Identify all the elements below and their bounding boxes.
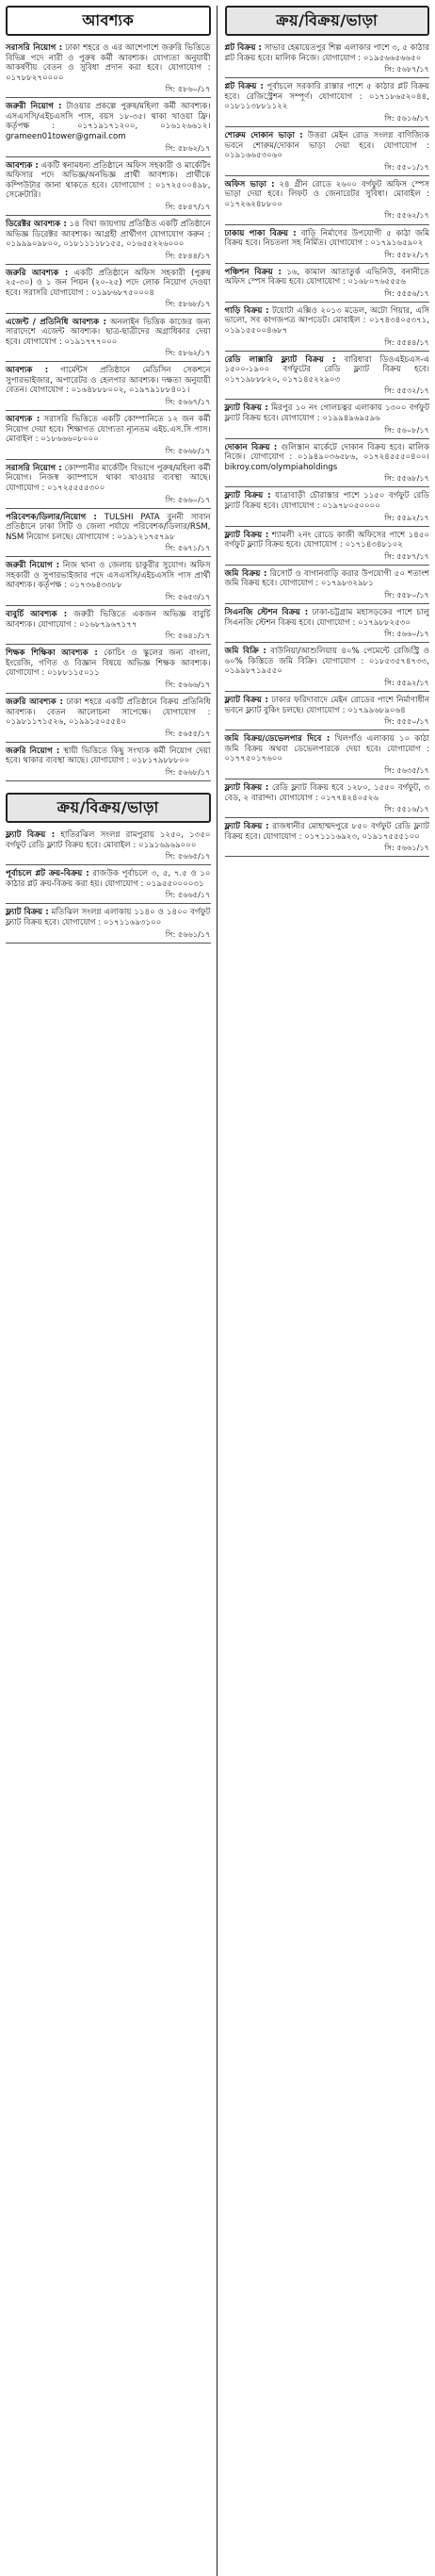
ad-body: রেডি ফ্ল্যাট বিক্রয় হবে ১২৮০, ১৫৫০ বর্গফুট, ৩ বেড, ২ বারান্দা। যোগাযোগ : ০১৭৭৪২৪০৫২৬ bbox=[224, 782, 430, 803]
ad-body: ২৪ গ্রীন রোডে ২৬০০ বর্গফুট অফিস স্পেস ভাড়া দেয়া হবে। লিফট ও জেনারেটর সুবিধা। মোবাইল : ০১৭২৬২৪৮৮০০ bbox=[224, 179, 429, 209]
ad-headline: প্লট বিক্রয় : bbox=[224, 82, 264, 92]
classified-ad bbox=[6, 610, 211, 640]
ad-body: জরুরী ভিত্তিতে একজন অভিজ্ঞ বাবুর্চি আবশ্যক। যোগাযোগ : ০১৬৮৭৯৬৭১৭৭ bbox=[6, 610, 211, 630]
classified-ad bbox=[225, 82, 430, 123]
ad-divider bbox=[225, 224, 430, 225]
ad-headline: জরুরি নিয়োগ : bbox=[6, 746, 60, 756]
classified-ad bbox=[6, 269, 211, 309]
ad-headline: ফ্ল্যাট বিক্রয় : bbox=[224, 822, 269, 832]
ad-body: নিজ থানা ও জেলায় চাকুরীর সুযোগ। অফিস সহকারী ও সুপারভাইজার পদে এসএসসি/এইচএসসি পাস প্রার্থী আবশ্যক। কর্তৃপক্ষ : ০১৭৩৬৪৩৩৮৮ bbox=[6, 561, 211, 591]
ad-body: রিসোর্ট ও বাগানবাড়ি করার উপযোগী ৫০ শতাংশ জমি বিক্রয় হবে। যোগাযোগ : ০১৭৯৮৩২৯৮১ bbox=[224, 568, 429, 589]
classified-ad bbox=[6, 220, 211, 260]
ad-headline: আবশ্যক : bbox=[6, 160, 39, 171]
ad-headline: প্লট বিক্রয় : bbox=[224, 43, 262, 53]
ad-body: বাড়ি নির্মাণের উপযোগী ৫ কাঠা জমি বিক্রয় হবে। নিচতলা সহ নির্মিত। যোগাযোগ : ০১৭৯১৬৫৯০২ bbox=[224, 228, 430, 249]
ad-divider bbox=[6, 215, 211, 216]
ad-body: কোম্পানীর মার্কেটিং বিভাগে পুরুষ/মহিলা কর্মী নিয়োগ। নিজস্ব ক্যাম্পাসে থাকা খাওয়ার ব্যবস্থা আছে। যোগাযোগ : ০১৭২৫৫৫৫৩০০ bbox=[6, 463, 211, 493]
ad-headline: পরিবেশক/ডিলার/নিয়োগ : bbox=[6, 512, 97, 522]
ad-reference-code: সি: ৫৬৬৬/১৭ bbox=[165, 680, 211, 689]
classified-ad bbox=[6, 561, 211, 601]
classified-ad bbox=[225, 443, 430, 484]
ad-reference-code: সি: ৫৬৬৭/১৭ bbox=[165, 396, 211, 406]
ad-headline: ফ্ল্যাট বিক্রয় : bbox=[224, 695, 268, 705]
property-ads-list-right bbox=[225, 43, 430, 861]
classified-ad bbox=[225, 131, 430, 172]
classified-ad bbox=[6, 697, 211, 738]
ad-reference-code: সি: ৫৫৮২/১৭ bbox=[384, 249, 429, 259]
ad-headline: জরুরি আবশ্যক : bbox=[6, 268, 69, 278]
ad-body: ১৪ বিঘা জায়গায় প্রতিষ্ঠিত একটি প্রতিষ্ঠানে অভিজ্ঞ ডিরেক্টর আবশ্যক। আগ্রহী প্রার্থীগণ যোগাযোগ করুন : ০১৯৯৯০৯৮০০, ০১৮১১১১৮১৫৫, ০১৬৫৫২২৬০০০ bbox=[6, 219, 211, 250]
ad-body: মতিঝিল সংলগ্ন এলাকায় ১১৪০ ও ১৪০০ বর্গফুট ফ্ল্যাট বিক্রয় হবে। যোগাযোগ : ০১৭১১৬৯৩১০০ bbox=[6, 908, 211, 928]
classified-ad bbox=[6, 102, 211, 152]
ad-headline: জমি বিক্রয়/ডেভেলপার দিবে : bbox=[224, 734, 330, 745]
ad-headline: জমি বিক্রয় : bbox=[224, 568, 267, 579]
ad-body: বাউনিয়া/আশুলিয়ায় ৪০% পেমেন্টে রেজিস্ট্রি ও ৬০% কিস্তিতে জমি বিক্রি। যোগাযোগ : ০১৮৫৩৫৭৪৭৩৩, ০১৯৯৮৭১৯৫৫০ bbox=[224, 647, 429, 677]
ad-reference-code: সি: ৫৬৬৮/১৭ bbox=[165, 766, 211, 777]
ad-headline: জরুরী নিয়োগ : bbox=[6, 102, 62, 112]
ad-reference-code: সি: ৫৫১৬/১৭ bbox=[384, 804, 429, 814]
ad-divider bbox=[225, 399, 430, 400]
ad-headline: জমি বিক্রি : bbox=[224, 647, 266, 657]
ad-body: শ্যামলী ২নং রোডে কাজী অফিসের পাশে ১৪৫০ বর্গফুট ফ্ল্যাট বিক্রয় হবে। যোগাযোগ : ০১৭১৪৩৪৮১০২ bbox=[224, 530, 429, 550]
classified-ad bbox=[6, 513, 211, 553]
ad-reference-code: সি: ৫৫০১/১৭ bbox=[384, 161, 429, 172]
ad-headline: সিএনজি স্টেশন বিক্রয় : bbox=[224, 608, 309, 618]
ad-headline: ফ্ল্যাট বিক্রয় : bbox=[6, 908, 49, 918]
classified-ad bbox=[225, 531, 430, 561]
ad-reference-code: সি: ৫৬৭১/১৭ bbox=[165, 543, 211, 553]
ad-divider bbox=[6, 780, 211, 781]
ad-body: স্থায়ী ভিত্তিতে কিছু সংখ্যক কর্মী নিয়োগ দেয়া হবে। থাকার ব্যবস্থা আছে। যোগাযোগ : ০১৮১৭৯৮৮৮০০ bbox=[6, 746, 211, 766]
ad-divider bbox=[6, 742, 211, 743]
ad-reference-code: সি: ৫৬৬০/১৭ bbox=[384, 629, 429, 639]
ad-body: একটি স্বনামধন্য প্রতিষ্ঠানে অফিস সহকারী ও মার্কেটিং অফিসার পদে অভিজ্ঞ/অনভিজ্ঞ প্রার্থী আবশ্যক। প্রার্থীকে কম্পিউটার জানা থাকতে হবে। যোগাযোগ : ০১৭২৫০০৪৯৮, সেক্রেটারি। bbox=[6, 160, 211, 201]
ad-reference-code: সি: ৫৫৬৮/১৭ bbox=[384, 473, 429, 484]
ad-divider bbox=[6, 313, 211, 314]
property-ads-list-left bbox=[6, 830, 211, 943]
classified-ad bbox=[225, 783, 430, 813]
ad-reference-code: সি: ৫৬১৬/১৭ bbox=[384, 112, 429, 123]
ad-reference-code: সি: ৫৬০৮/১৭ bbox=[384, 424, 429, 435]
ad-divider bbox=[225, 526, 430, 527]
ad-reference-code: সি: ৫৫৫০/১৭ bbox=[384, 716, 429, 727]
classified-ad bbox=[225, 491, 430, 521]
ad-reference-code: সি: ৫৫৬২/১৭ bbox=[384, 210, 429, 221]
ad-body: টয়োটা এক্সিও ২০১৩ মডেল, অটো গিয়ার, এসি ভালো, সব কাগজপত্র আপডেট। মোবাইল : ০১৭৪৩৪০৫৩৭১, ০১৯১৫৫০০৪৬৮৭ bbox=[224, 305, 430, 336]
ad-divider bbox=[6, 508, 211, 509]
ad-body: ১৬, কামাল আতাতুর্ক এভিনিউ, বনানীতে অফিস স্পেস বিক্রয় হবে। যোগাযোগ : ০১৬৮০৭৬৫৫৫৬ bbox=[224, 267, 429, 287]
ad-body: খিলগাঁও এলাকায় ১০ কাঠা জমি বিক্রয় অথবা ডেভেলপারকে দেয়া হবে। যোগাযোগ : ০১৭৭৫০১৭৬০০ bbox=[224, 734, 430, 764]
ad-body: গুলিস্তান মার্কেটে দোকান বিক্রয় হবে। মালিক নিজে। যোগাযোগ : ০১৯৪৯০৩৬৫৮৬, ০১৭২৪৫৫৫০৪০০। bikroy.com/olympiaholdings bbox=[224, 442, 429, 472]
left-column bbox=[6, 6, 218, 2576]
ad-headline: ঢাকায় পাকা বিক্রয় : bbox=[224, 228, 297, 238]
ad-headline: শোরুম দোকান ভাড়া : bbox=[224, 130, 303, 140]
ad-headline: ফ্ল্যাট বিক্রয় : bbox=[224, 782, 269, 793]
ad-reference-code: সি: ৫৫৪৪/১৭ bbox=[384, 336, 429, 347]
ad-divider bbox=[225, 486, 430, 487]
classified-ad bbox=[225, 403, 430, 434]
ad-headline: অফিস ভাড়া : bbox=[224, 179, 275, 189]
ad-body: ঢাকা-চট্টগ্রাম মহাসড়কের পাশে চালু সিএনজি স্টেশন বিক্রয় হবে। যোগাযোগ : ০১৭৯৮৮২৫৩০ bbox=[224, 608, 430, 628]
ad-headline: ফ্ল্যাট বিক্রয় : bbox=[6, 830, 56, 841]
ad-headline: এজেন্ট / প্রতিনিধি আবশ্যক : bbox=[6, 317, 106, 327]
classified-ad bbox=[225, 306, 430, 347]
ad-headline: জরুরী নিয়োগ : bbox=[6, 561, 60, 571]
ad-body: উত্তরা মেইন রোড সংলগ্ন বাণিজ্যিক ভবনে শোরুম/দোকান ভাড়া দেয়া হবে। যোগাযোগ : ০১৯১৬৬৫৩০৬০ bbox=[224, 130, 430, 161]
wanted-ads-list bbox=[6, 43, 211, 785]
ad-divider bbox=[6, 459, 211, 460]
ad-headline: দোকান বিক্রয় : bbox=[224, 442, 278, 452]
classified-ad bbox=[225, 647, 430, 687]
ad-reference-code: সি: ৫৮৬২/১৭ bbox=[165, 142, 211, 153]
ad-body: যাত্রাবাড়ী চৌরাস্তার পাশে ১১৫০ বর্গফুট রেডি ফ্ল্যাট বিক্রয় হবে। যোগাযোগ : ০১৯৭৮০৫০০০০ bbox=[224, 491, 429, 511]
ad-divider bbox=[6, 903, 211, 904]
ad-body: পূর্বাচলে সরকারি রাস্তার পাশে ৫ কাঠার প্লট বিক্রয় হবে। রেজিস্ট্রেশন সম্পূর্ণ। যোগাযোগ : ০১৭১৮৬৫২০৪৪, ০১৮১১৩৮৮১১২২ bbox=[224, 82, 429, 112]
ad-reference-code: সি: ৫৮৬০/১৭ bbox=[165, 84, 211, 94]
ad-headline: ফ্ল্যাট বিক্রয় : bbox=[224, 403, 268, 414]
ad-reference-code: সি: ৫৬৫৫/১৭ bbox=[165, 728, 211, 738]
classified-ad bbox=[6, 464, 211, 504]
classified-ad bbox=[225, 569, 430, 599]
ad-divider bbox=[225, 302, 430, 303]
classified-ad bbox=[225, 43, 430, 74]
section-heading-wanted: আবশ্যক bbox=[6, 6, 211, 36]
classified-ad bbox=[225, 734, 430, 775]
classified-ad bbox=[6, 43, 211, 93]
ad-divider bbox=[6, 693, 211, 694]
ad-divider bbox=[225, 126, 430, 127]
ad-body: সরাসরি ভিত্তিতে একটি কোম্পানিতে ১২ জন কর্মী নিয়োগ দেয়া হবে। শিক্ষাগত যোগ্যতা ন্যূনতম এইচ.এস.সি পাস। মোবাইল : ০১৮৬৬৬০৮০০০ bbox=[6, 415, 211, 445]
ad-reference-code: সি: ৫৬৪১/১৭ bbox=[165, 631, 211, 641]
ad-body: গার্মেন্টস প্রতিষ্ঠানে মেডিসিন সেকশনে সুপারভাইজার, অপারেটর ও হেলপার আবশ্যক। দক্ষতা অনুযায়ী বেতন। যোগাযোগ : ০১৬৪৮৮৮০০২, ০১৯৭৯১৮৮৪০১। bbox=[6, 366, 211, 396]
ad-divider bbox=[225, 856, 430, 857]
ad-divider bbox=[225, 175, 430, 176]
ad-reference-code: সি: ৫৫৯২/১৭ bbox=[384, 677, 429, 687]
ad-reference-code: সি: ৫৬৬০/১৭ bbox=[165, 494, 211, 504]
ad-divider bbox=[6, 864, 211, 865]
ad-divider bbox=[6, 97, 211, 98]
ad-reference-code: সি: ৫৫৩২/১৭ bbox=[384, 386, 429, 396]
ad-body: অনলাইন ভিত্তিক কাজের জন্য সারাদেশে এজেন্ট আবশ্যক। ছাত্র-ছাত্রীদের অগ্রাধিকার দেয়া হবে। যোগাযোগ : ০১৯১৭৭৭০০০ bbox=[6, 317, 211, 347]
ad-body: রাজধানীর মোহাম্মদপুরে ৮৫০ বর্গফুট রেডি ফ্ল্যাট বিক্রয় হবে। যোগাযোগ : ০১৭১১১৬৯২৩, ০১৯১৭৫৫৫১০০ bbox=[224, 822, 429, 842]
ad-divider bbox=[225, 691, 430, 692]
ad-divider bbox=[225, 263, 430, 264]
ad-headline: গাড়ি বিক্রয় : bbox=[224, 305, 269, 316]
ad-body: ঢাকা শহরে ও এর আশেপাশে জরুরি ভিত্তিতে বিভিন্ন পদে নারী ও পুরুষ কর্মী আবশ্যক। যোগ্যতা অনুযায়ী আকর্ষণীয় বেতন ও সুবিধা প্রদান করা হবে। যোগাযোগ : ০১৭৮৮২৭০০০০ bbox=[6, 43, 211, 83]
ad-body: সাভার হেমায়েতপুর শিল্প এলাকার পাশে ৩, ৫ কাঠার প্লট বিক্রয় হবে। মালিক নিজে। যোগাযোগ : ০১৯৫৬৬৫৬৬৫০ bbox=[224, 43, 429, 63]
classified-ad bbox=[225, 180, 430, 221]
classified-ad bbox=[6, 415, 211, 455]
ad-reference-code: সি: ৫৫৫৬/১৭ bbox=[384, 287, 429, 298]
ad-divider bbox=[225, 351, 430, 352]
ad-body: বারিধারা ডিওএইচএস-এ ১৫০০-১৯০০ বর্গফুটের রেডি ফ্ল্যাট বিক্রয় হবে। ০১৭১৯৮৮৮২০, ০১৭১৪৫২২৯০৩ bbox=[224, 354, 429, 385]
ad-divider bbox=[6, 644, 211, 645]
ad-headline: আবশ্যক : bbox=[6, 366, 49, 376]
ad-headline: জরুরি আবশ্যক : bbox=[6, 697, 63, 708]
ad-reference-code: সি: ৫৮৬২/১৭ bbox=[165, 348, 211, 358]
ad-reference-code: সি: ৫৫৮৭/১৭ bbox=[384, 550, 429, 561]
ad-headline: আবশ্যক : bbox=[6, 415, 40, 425]
ad-reference-code: সি: ৫৫৯২/১৭ bbox=[384, 512, 429, 522]
ad-divider bbox=[6, 556, 211, 557]
ad-reference-code: সি: ৫৫৮০/১৭ bbox=[384, 589, 429, 599]
ad-body: টাওয়ার প্রকল্পে পুরুষ/মহিলা কর্মী আবশ্যক। এসএসসি/এইচএসসি পাস, বয়স ১৮-৩৫। থাকা খাওয়া ফ্রি। কর্তৃপক্ষ : ০১৭১৯১৭১২০০, ০১৬১২৬৬১২। grameen01tower@gmail.com bbox=[6, 102, 211, 142]
ad-body: হাতিরঝিল সংলগ্ন রামপুরায় ১২৫০, ১৩৫০ বর্গফুট রেডি ফ্ল্যাট বিক্রয় হবে। মোবাইল : ০১৯১৬৯৬৯০০০ bbox=[6, 830, 211, 850]
ad-reference-code: সি: ৫৮৪৭/১৭ bbox=[165, 201, 211, 211]
classified-ad bbox=[6, 747, 211, 777]
ad-reference-code: সি: ৫৬৬৮/১৭ bbox=[165, 445, 211, 455]
ad-divider bbox=[6, 361, 211, 362]
ad-headline: সরাসরি নিয়োগ : bbox=[6, 463, 62, 473]
ad-body: ঢাকার ফরিদাবাদে মেইন রোডের পাশে নির্মাণাধীন ভবনে ফ্ল্যাট বুকিং চলছে। যোগাযোগ : ০১৭৯৯৬৮৯০৬৪ bbox=[224, 695, 429, 715]
ad-divider bbox=[225, 438, 430, 439]
ad-headline: পূর্বাচলে প্লট ক্রয়-বিক্রয় : bbox=[6, 869, 89, 879]
classified-ad bbox=[225, 696, 430, 726]
section-heading-buy-sell-rent-left: ক্রয়/বিক্রয়/ভাড়া bbox=[6, 793, 211, 823]
ad-body: TULSHI PATA বুননী সাবান প্রতিষ্ঠানে ঢাকা সিটি ও জেলা পর্যায়ে পরিবেশক/ডিলার/RSM, NSM নিয়োগ চলছে। যোগাযোগ : ০১৯১২১৭৫৭৯৮ bbox=[6, 512, 211, 542]
ad-headline: ডিরেক্টর আবশ্যক : bbox=[6, 219, 67, 229]
classified-ad bbox=[6, 366, 211, 406]
ad-headline: ফ্ল্যাট বিক্রয় : bbox=[224, 530, 269, 540]
classified-ad bbox=[6, 830, 211, 861]
right-column bbox=[225, 6, 430, 2576]
ad-body: ঢাকা শহরে একটি প্রতিষ্ঠানে বিক্রয় প্রতিনিধি আবশ্যক। বেতন আলোচনা সাপেক্ষে। যোগাযোগ : ০১৯৮১১৭১৫২৬, ০১৯৯১৫০৫৫৪০ bbox=[6, 697, 211, 728]
ad-divider bbox=[225, 817, 430, 818]
classified-ad bbox=[6, 869, 211, 899]
ad-divider bbox=[6, 156, 211, 157]
ad-headline: রেডি লাক্সারি ফ্ল্যাট বিক্রয় : bbox=[224, 354, 336, 365]
ad-reference-code: সি: ৫৮৪৪/১৭ bbox=[165, 250, 211, 260]
ad-reference-code: সি: ৫৬৬১/১৭ bbox=[165, 928, 211, 939]
ad-reference-code: সি: ৫৬৬৫/১৭ bbox=[165, 890, 211, 900]
ad-divider bbox=[225, 565, 430, 566]
ad-body: কোচিং ও স্কুলের জন্য বাংলা, ইংরেজি, গণিত ও বিজ্ঞান বিষয়ে অভিজ্ঞ শিক্ষক আবশ্যক। যোগাযোগ : ০১৮৮১১৫০১১ bbox=[6, 648, 211, 679]
ad-reference-code: সি: ৫৬৮৭/১৭ bbox=[384, 64, 429, 74]
ad-headline: ফ্ল্যাট বিক্রয় : bbox=[224, 491, 271, 501]
ad-divider bbox=[225, 603, 430, 604]
ad-reference-code: সি: ৫৬৫৩/১৭ bbox=[165, 592, 211, 602]
classified-ad bbox=[225, 355, 430, 396]
ad-reference-code: সি: ৫৮৬৮/১৭ bbox=[165, 299, 211, 309]
ad-body: রাজউক পূর্বাচলে ৩, ৫, ৭.৫ ও ১০ কাঠার প্লট ক্রয়-বিক্রয় করা হয়। যোগাযোগ : ০১৯৫৫০০০০৩১ bbox=[6, 869, 211, 889]
ad-reference-code: সি: ৫৬৬১/১৭ bbox=[384, 843, 429, 853]
buy-sell-rent-section bbox=[6, 793, 211, 947]
ad-divider bbox=[225, 642, 430, 643]
ad-body: একটি প্রতিষ্ঠানে অফিস সহকারী (পুরুষ ২৫-৩০) ও ১ জন পিয়ন (২০-২৫) পদে লোক নিয়োগ দেওয়া হবে। সরাসরি যোগাযোগ : ০১৯৮৬৮৭৫০০০৪ bbox=[6, 268, 211, 298]
classified-ad bbox=[225, 822, 430, 852]
ad-headline: পঞ্চিশন বিক্রয় : bbox=[224, 267, 282, 277]
ad-headline: বাবুর্চি আবশ্যক : bbox=[6, 610, 68, 620]
ad-divider bbox=[6, 264, 211, 265]
classified-ad bbox=[225, 229, 430, 259]
ad-divider bbox=[6, 605, 211, 606]
classified-ad bbox=[6, 161, 211, 211]
ad-body: মিরপুর ১০ নং গোলচত্বর এলাকায় ১৩০০ বর্গফুট ফ্ল্যাট বিক্রয় হবে। যোগাযোগ : ০১৯৯৪৯৬৯৫৯৬ bbox=[224, 403, 429, 423]
ad-headline: শিক্ষক শিক্ষিকা আবশ্যক : bbox=[6, 648, 98, 659]
section-heading-buy-sell-rent: ক্রয়/বিক্রয়/ভাড়া bbox=[225, 6, 430, 36]
classified-ad bbox=[6, 908, 211, 938]
ad-reference-code: সি: ৫৬৬৫/১৭ bbox=[165, 851, 211, 861]
ad-divider bbox=[225, 77, 430, 78]
classified-ad bbox=[225, 268, 430, 298]
ad-divider bbox=[6, 410, 211, 411]
classified-ad bbox=[6, 318, 211, 358]
ad-reference-code: সি: ৫৬৩৫/১৭ bbox=[384, 764, 429, 775]
classified-ad bbox=[6, 648, 211, 689]
ad-headline: সরাসরি নিয়োগ : bbox=[6, 43, 63, 53]
classified-ad bbox=[225, 608, 430, 638]
